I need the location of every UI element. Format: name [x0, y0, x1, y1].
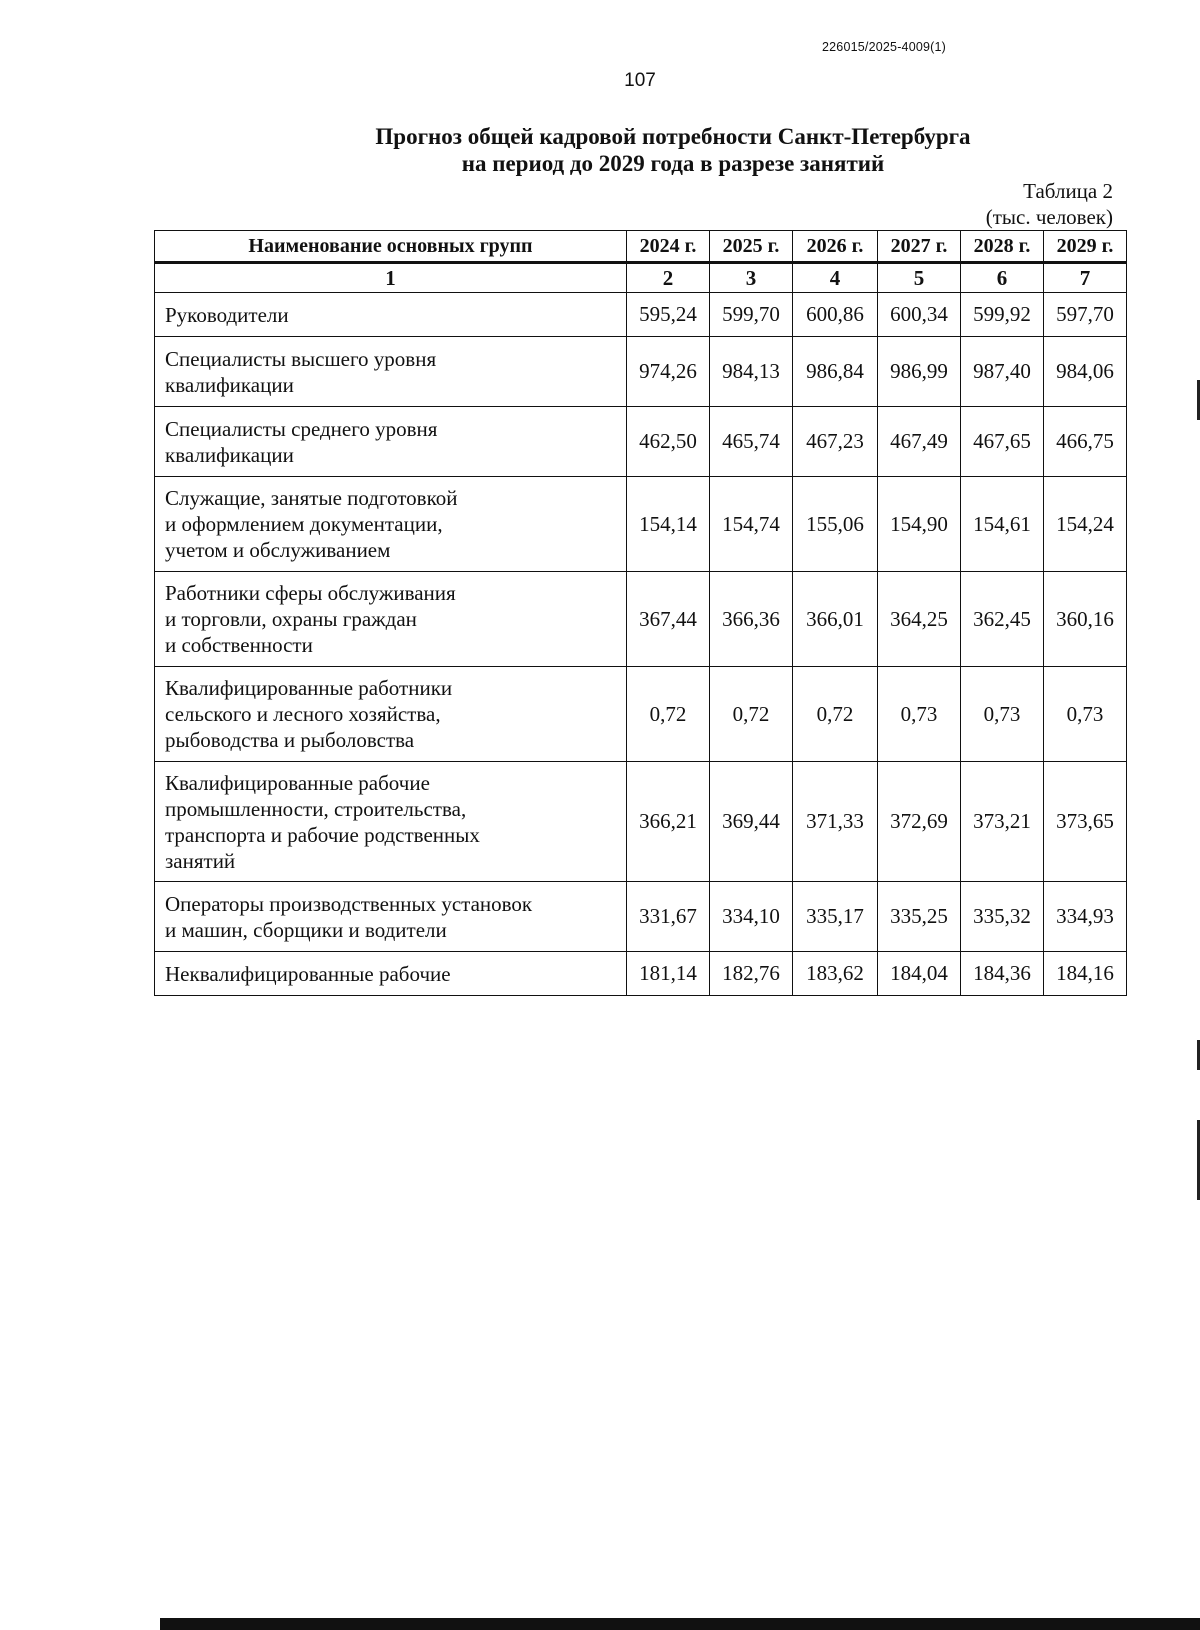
occupation-name-line: квалификации — [165, 372, 294, 397]
column-number: 1 — [155, 263, 627, 293]
column-number: 6 — [961, 263, 1044, 293]
value-cell: 360,16 — [1044, 572, 1127, 667]
occupation-name-line: промышленности, строительства, — [165, 796, 467, 821]
occupation-name-line: Работники сферы обслуживания — [165, 581, 456, 605]
table-units: (тыс. человек) — [985, 205, 1113, 229]
value-cell: 0,72 — [710, 667, 793, 762]
value-cell: 184,04 — [878, 952, 961, 996]
occupation-group-name — [155, 667, 627, 762]
value-cell: 367,44 — [627, 572, 710, 667]
occupation-name-line: и торговли, охраны граждан — [165, 607, 417, 631]
column-number: 2 — [627, 263, 710, 293]
value-cell: 0,73 — [878, 667, 961, 762]
occupation-name-line: рыбоводства и рыболовства — [165, 728, 415, 752]
occupation-group-name — [155, 477, 627, 572]
occupation-name-line: Квалифицированные работники — [165, 676, 453, 700]
value-cell: 154,74 — [710, 477, 793, 572]
column-number: 3 — [710, 263, 793, 293]
value-cell: 373,65 — [1044, 762, 1127, 882]
occupation-name-line: Руководители — [165, 302, 289, 327]
header-group-name: Наименование основных групп — [155, 231, 627, 263]
title-line-1: Прогноз общей кадровой потребности Санкт-Петербурга — [375, 124, 971, 149]
header-year-2024: 2024 г. — [627, 231, 710, 263]
occupation-name-line: транспорта и рабочие родственных — [165, 822, 480, 847]
value-cell: 467,49 — [878, 407, 961, 477]
value-cell: 335,25 — [878, 882, 961, 952]
table-row — [155, 293, 1127, 337]
header-year-2026: 2026 г. — [793, 231, 878, 263]
value-cell: 467,23 — [793, 407, 878, 477]
value-cell: 154,90 — [878, 477, 961, 572]
value-cell: 331,67 — [627, 882, 710, 952]
table-caption — [986, 178, 1113, 230]
occupation-group-name — [155, 407, 627, 477]
value-cell: 0,72 — [793, 667, 878, 762]
value-cell: 597,70 — [1044, 293, 1127, 337]
value-cell: 364,25 — [878, 572, 961, 667]
value-cell: 181,14 — [627, 952, 710, 996]
value-cell: 369,44 — [710, 762, 793, 882]
column-number: 7 — [1044, 263, 1127, 293]
forecast-table — [154, 230, 1127, 996]
header-year-2028: 2028 г. — [961, 231, 1044, 263]
value-cell: 599,70 — [710, 293, 793, 337]
value-cell: 466,75 — [1044, 407, 1127, 477]
value-cell: 984,06 — [1044, 337, 1127, 407]
value-cell: 987,40 — [961, 337, 1044, 407]
table-row — [155, 667, 1127, 762]
table-row — [155, 952, 1127, 996]
value-cell: 373,21 — [961, 762, 1044, 882]
column-number: 4 — [793, 263, 878, 293]
occupation-name-line: Операторы производственных установок — [165, 891, 533, 916]
table-row — [155, 337, 1127, 407]
value-cell: 366,21 — [627, 762, 710, 882]
value-cell: 154,61 — [961, 477, 1044, 572]
value-cell: 362,45 — [961, 572, 1044, 667]
value-cell: 0,72 — [627, 667, 710, 762]
table-row — [155, 762, 1127, 882]
value-cell: 335,17 — [793, 882, 878, 952]
table-header-row — [155, 231, 1127, 263]
column-number-row — [155, 263, 1127, 293]
occupation-group-name — [155, 572, 627, 667]
value-cell: 600,86 — [793, 293, 878, 337]
document-registration-number: 226015/2025-4009(1) — [822, 40, 947, 54]
value-cell: 366,36 — [710, 572, 793, 667]
value-cell: 154,14 — [627, 477, 710, 572]
header-year-2027: 2027 г. — [878, 231, 961, 263]
value-cell: 984,13 — [710, 337, 793, 407]
value-cell: 600,34 — [878, 293, 961, 337]
value-cell: 154,24 — [1044, 477, 1127, 572]
page-number: 107 — [624, 70, 656, 91]
occupation-group-name — [155, 952, 627, 996]
occupation-name-line: Неквалифицированные рабочие — [165, 961, 451, 986]
value-cell: 183,62 — [793, 952, 878, 996]
value-cell: 372,69 — [878, 762, 961, 882]
value-cell: 595,24 — [627, 293, 710, 337]
value-cell: 467,65 — [961, 407, 1044, 477]
occupation-name-line: сельского и лесного хозяйства, — [165, 702, 441, 726]
value-cell: 335,32 — [961, 882, 1044, 952]
value-cell: 182,76 — [710, 952, 793, 996]
value-cell: 986,99 — [878, 337, 961, 407]
value-cell: 184,16 — [1044, 952, 1127, 996]
occupation-group-name — [155, 882, 627, 952]
value-cell: 462,50 — [627, 407, 710, 477]
occupation-name-line: и собственности — [165, 633, 313, 657]
occupation-name-line: Квалифицированные рабочие — [165, 770, 430, 795]
occupation-name-line: занятий — [165, 848, 236, 873]
value-cell: 155,06 — [793, 477, 878, 572]
occupation-name-line: и машин, сборщики и водители — [165, 917, 447, 942]
title-line-2: на период до 2029 года в разрезе занятий — [461, 151, 885, 176]
value-cell: 599,92 — [961, 293, 1044, 337]
column-number: 5 — [878, 263, 961, 293]
occupation-group-name — [155, 293, 627, 337]
occupation-group-name — [155, 762, 627, 882]
value-cell: 334,10 — [710, 882, 793, 952]
table-row — [155, 407, 1127, 477]
header-year-2029: 2029 г. — [1044, 231, 1127, 263]
value-cell: 184,36 — [961, 952, 1044, 996]
value-cell: 974,26 — [627, 337, 710, 407]
value-cell: 0,73 — [961, 667, 1044, 762]
occupation-name-line: Специалисты среднего уровня — [165, 416, 438, 441]
value-cell: 986,84 — [793, 337, 878, 407]
document-title — [330, 123, 1016, 177]
value-cell: 465,74 — [710, 407, 793, 477]
table-row — [155, 882, 1127, 952]
occupation-name-line: и оформлением документации, — [165, 512, 443, 536]
value-cell: 334,93 — [1044, 882, 1127, 952]
table-label: Таблица 2 — [1023, 179, 1113, 203]
occupation-group-name — [155, 337, 627, 407]
table-row — [155, 572, 1127, 667]
occupation-name-line: учетом и обслуживанием — [165, 538, 391, 562]
occupation-name-line: Служащие, занятые подготовкой — [165, 486, 458, 510]
value-cell: 371,33 — [793, 762, 878, 882]
scan-border-bar — [160, 1618, 1200, 1630]
value-cell: 366,01 — [793, 572, 878, 667]
value-cell: 0,73 — [1044, 667, 1127, 762]
occupation-name-line: Специалисты высшего уровня — [165, 346, 437, 371]
header-year-2025: 2025 г. — [710, 231, 793, 263]
table-row — [155, 477, 1127, 572]
occupation-name-line: квалификации — [165, 442, 294, 467]
